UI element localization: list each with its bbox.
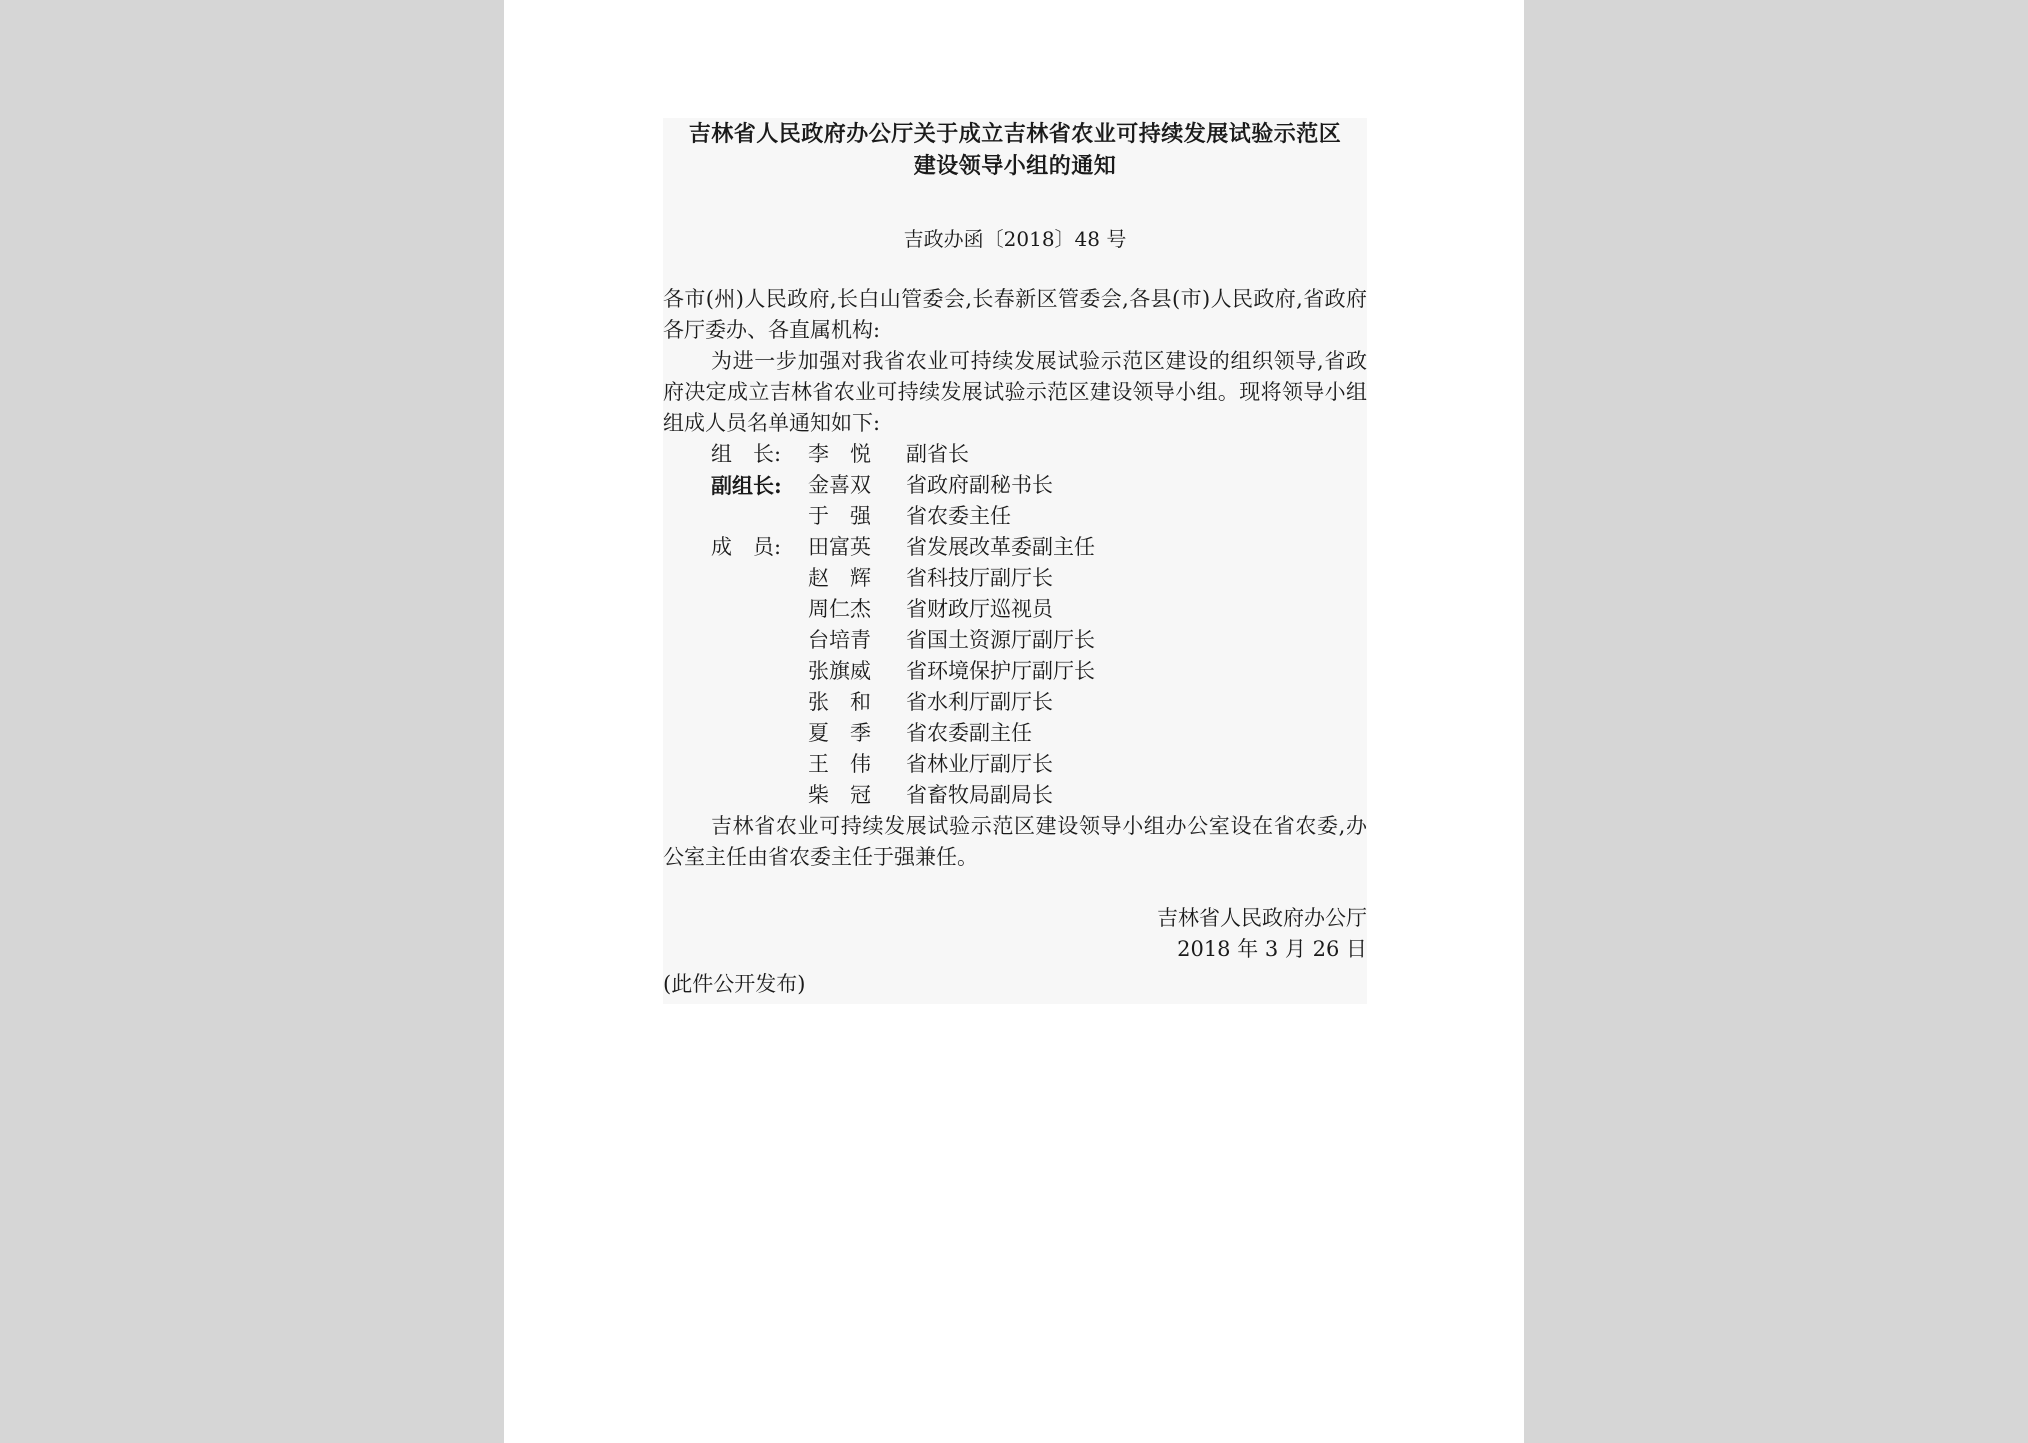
member-row xyxy=(711,439,1367,470)
member-name: 赵 辉 xyxy=(808,566,871,590)
document-title-line-2: 建设领导小组的通知 xyxy=(913,153,1117,179)
member-role xyxy=(711,594,808,625)
body-paragraph-2: 吉林省农业可持续发展试验示范区建设领导小组办公室设在省农委,办公室主任由省农委主任于强兼任。 xyxy=(663,814,1367,869)
member-list xyxy=(711,439,1367,811)
issue-date: 2018 年 3 月 26 日 xyxy=(1177,937,1367,961)
member-name: 夏 季 xyxy=(808,721,871,745)
member-title: 副省长 xyxy=(906,442,969,466)
member-row xyxy=(711,718,1367,749)
member-role: 成 员: xyxy=(711,535,782,559)
member-title: 省农委副主任 xyxy=(906,721,1032,745)
signature-block xyxy=(663,903,1367,965)
member-row xyxy=(711,625,1367,656)
member-row xyxy=(711,749,1367,780)
member-name: 金喜双 xyxy=(808,473,871,497)
document-title-line-1: 吉林省人民政府办公厅关于成立吉林省农业可持续发展试验示范区 xyxy=(688,121,1342,147)
member-name: 田富英 xyxy=(808,535,871,559)
member-name: 台培青 xyxy=(808,628,871,652)
member-row xyxy=(711,470,1367,501)
publication-note: (此件公开发布) xyxy=(663,972,806,996)
member-row xyxy=(711,687,1367,718)
member-title: 省畜牧局副局长 xyxy=(906,783,1053,807)
member-name: 周仁杰 xyxy=(808,597,871,621)
member-role: 组 长: xyxy=(711,442,782,466)
member-title: 省财政厅巡视员 xyxy=(906,597,1053,621)
member-title: 省国土资源厅副厅长 xyxy=(906,628,1095,652)
member-role xyxy=(711,749,808,780)
document-number: 吉政办函〔2018〕48 号 xyxy=(903,227,1127,251)
member-row xyxy=(711,501,1367,532)
member-role xyxy=(711,625,808,656)
member-name: 王 伟 xyxy=(808,752,871,776)
member-name: 张旗威 xyxy=(808,659,871,683)
member-name: 于 强 xyxy=(808,504,871,528)
member-row xyxy=(711,532,1367,563)
member-title: 省政府副秘书长 xyxy=(906,473,1053,497)
member-title: 省科技厅副厅长 xyxy=(906,566,1053,590)
member-title: 省发展改革委副主任 xyxy=(906,535,1095,559)
member-name: 李 悦 xyxy=(808,442,871,466)
member-role xyxy=(711,501,808,532)
member-title: 省林业厅副厅长 xyxy=(906,752,1053,776)
member-name: 张 和 xyxy=(808,690,871,714)
member-title: 省农委主任 xyxy=(906,504,1011,528)
document-content xyxy=(663,118,1367,1004)
member-row xyxy=(711,594,1367,625)
document-page xyxy=(504,0,1524,1443)
member-role xyxy=(711,780,808,811)
issuer: 吉林省人民政府办公厅 xyxy=(1157,906,1367,930)
member-role xyxy=(711,687,808,718)
member-role xyxy=(711,718,808,749)
member-row xyxy=(711,780,1367,811)
member-row xyxy=(711,656,1367,687)
member-name: 柴 冠 xyxy=(808,783,871,807)
member-title: 省环境保护厅副厅长 xyxy=(906,659,1095,683)
member-row xyxy=(711,563,1367,594)
member-role xyxy=(711,656,808,687)
member-role: 副组长: xyxy=(711,473,782,498)
member-role xyxy=(711,563,808,594)
body-paragraph-1: 为进一步加强对我省农业可持续发展试验示范区建设的组织领导,省政府决定成立吉林省农业可持续发展试验示范区建设领导小组。现将领导小组组成人员名单通知如下: xyxy=(663,349,1367,435)
addressee: 各市(州)人民政府,长白山管委会,长春新区管委会,各县(市)人民政府,省政府各厅委办、各直属机构: xyxy=(663,287,1367,342)
member-title: 省水利厅副厅长 xyxy=(906,690,1053,714)
